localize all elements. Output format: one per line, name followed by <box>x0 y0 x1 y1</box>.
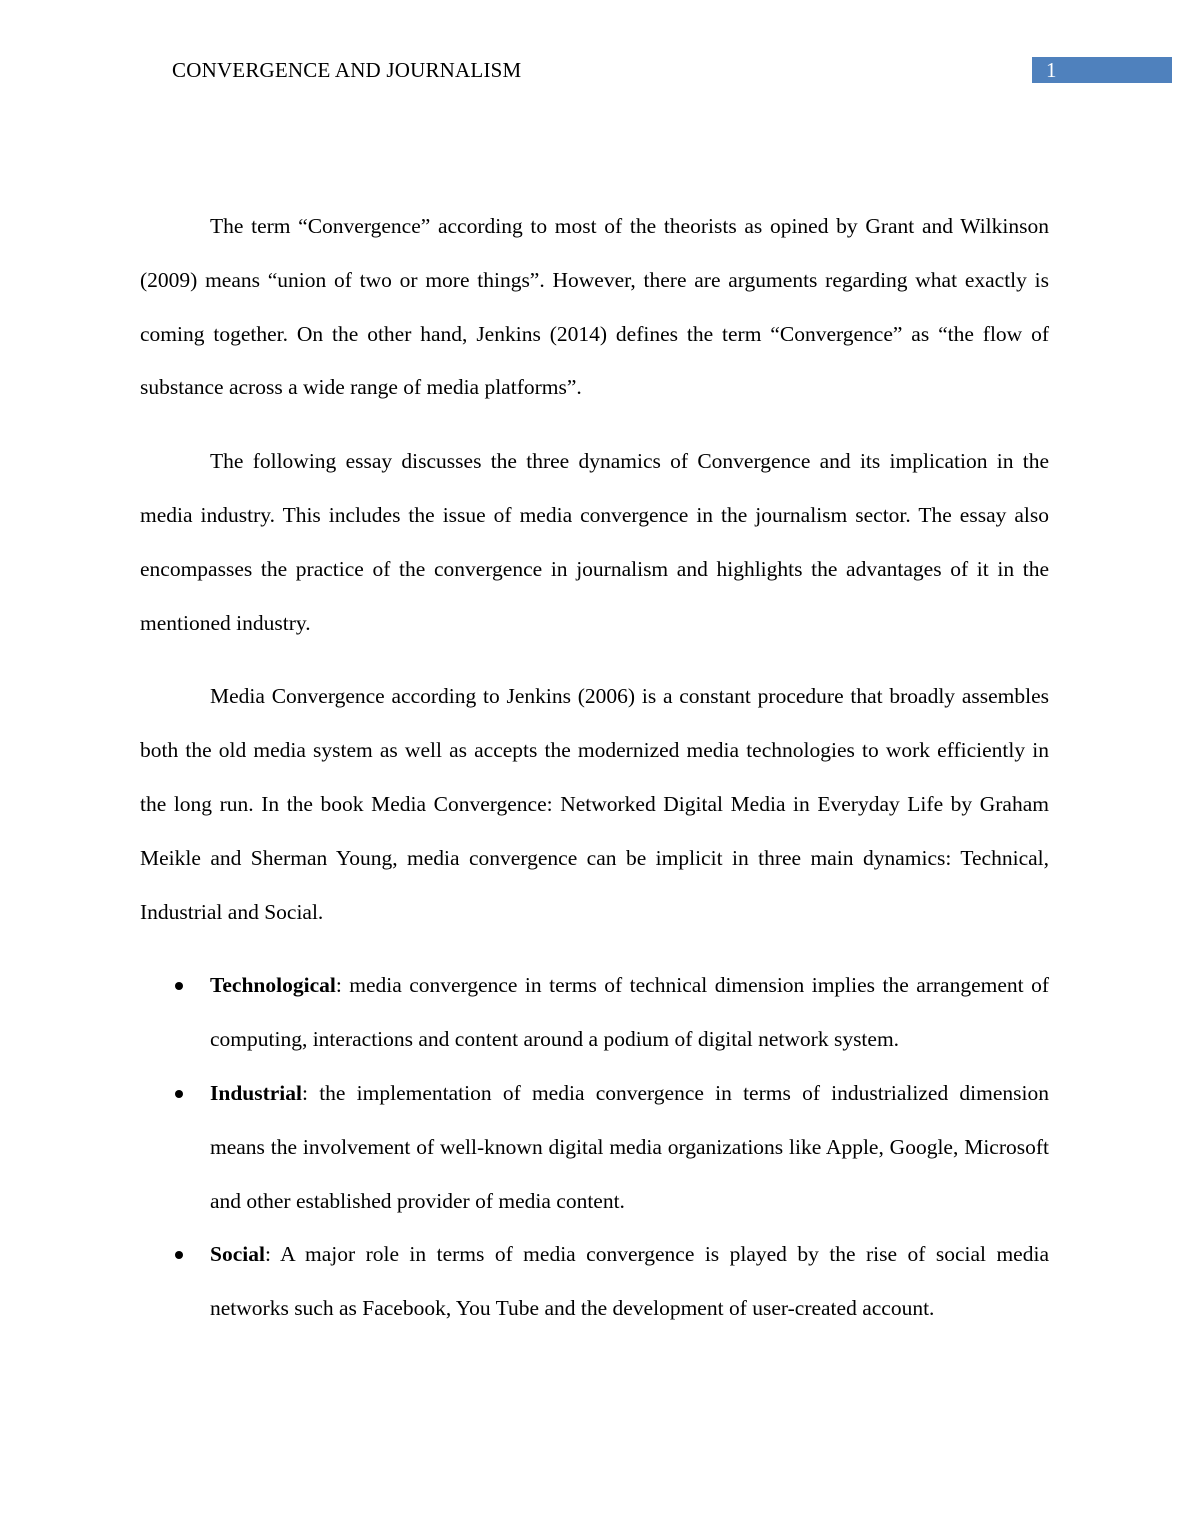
paragraph-media-convergence: Media Convergence according to Jenkins (2006) is a constant procedure that broadly assembles both the old media system as well as accepts the modernized media technologies to work efficiently in the long run. In the book Media Convergence: Networked Digital Media in Everyday Life by Graham Meikle and Sherman Young, media convergence can be implicit in three main dynamics: Technical, Industrial and Social. <box>140 684 1049 924</box>
bullet-item-social <box>140 1228 1049 1336</box>
bullet-term: Social <box>210 1242 265 1267</box>
paragraph-essay-overview: The following essay discusses the three dynamics of Convergence and its implication in the media industry. This includes the issue of media convergence in the journalism sector. The essay also encompasses the practice of the convergence in journalism and highlights the advantages of it in the mentioned industry. <box>140 449 1049 635</box>
page-number: 1 <box>1046 58 1057 82</box>
bullet-text: : A major role in terms of media convergence is played by the rise of social media networks such as Facebook, You Tube and the development of user-created account. <box>210 1242 1049 1321</box>
page-number-box <box>1032 57 1172 83</box>
bullet-item-industrial <box>140 1067 1049 1228</box>
bullet-text: : the implementation of media convergence in terms of industrialized dimension means the involvement of well-known digital media organizations like Apple, Google, Microsoft and other established provider of media content. <box>210 1080 1049 1213</box>
bullet-icon <box>175 1090 183 1098</box>
running-header-title: CONVERGENCE AND JOURNALISM <box>172 58 522 82</box>
paragraph-intro: The term “Convergence” according to most of the theorists as opined by Grant and Wilkinson (2009) means “union of two or more things”. However, there are arguments regarding what exactly is coming together. On the other hand, Jenkins (2014) defines the term “Convergence” as “the flow of substance across a wide range of media platforms”. <box>140 214 1049 400</box>
bullet-icon <box>175 982 183 990</box>
dynamics-bullet-list <box>140 959 1049 1336</box>
bullet-term: Industrial <box>210 1080 303 1105</box>
document-body <box>140 200 1049 1336</box>
bullet-text: : media convergence in terms of technical dimension implies the arrangement of computing, interactions and content around a podium of digital network system. <box>210 973 1049 1052</box>
bullet-term: Technological <box>210 973 336 998</box>
bullet-icon <box>175 1251 183 1259</box>
bullet-item-technological <box>140 959 1049 1067</box>
